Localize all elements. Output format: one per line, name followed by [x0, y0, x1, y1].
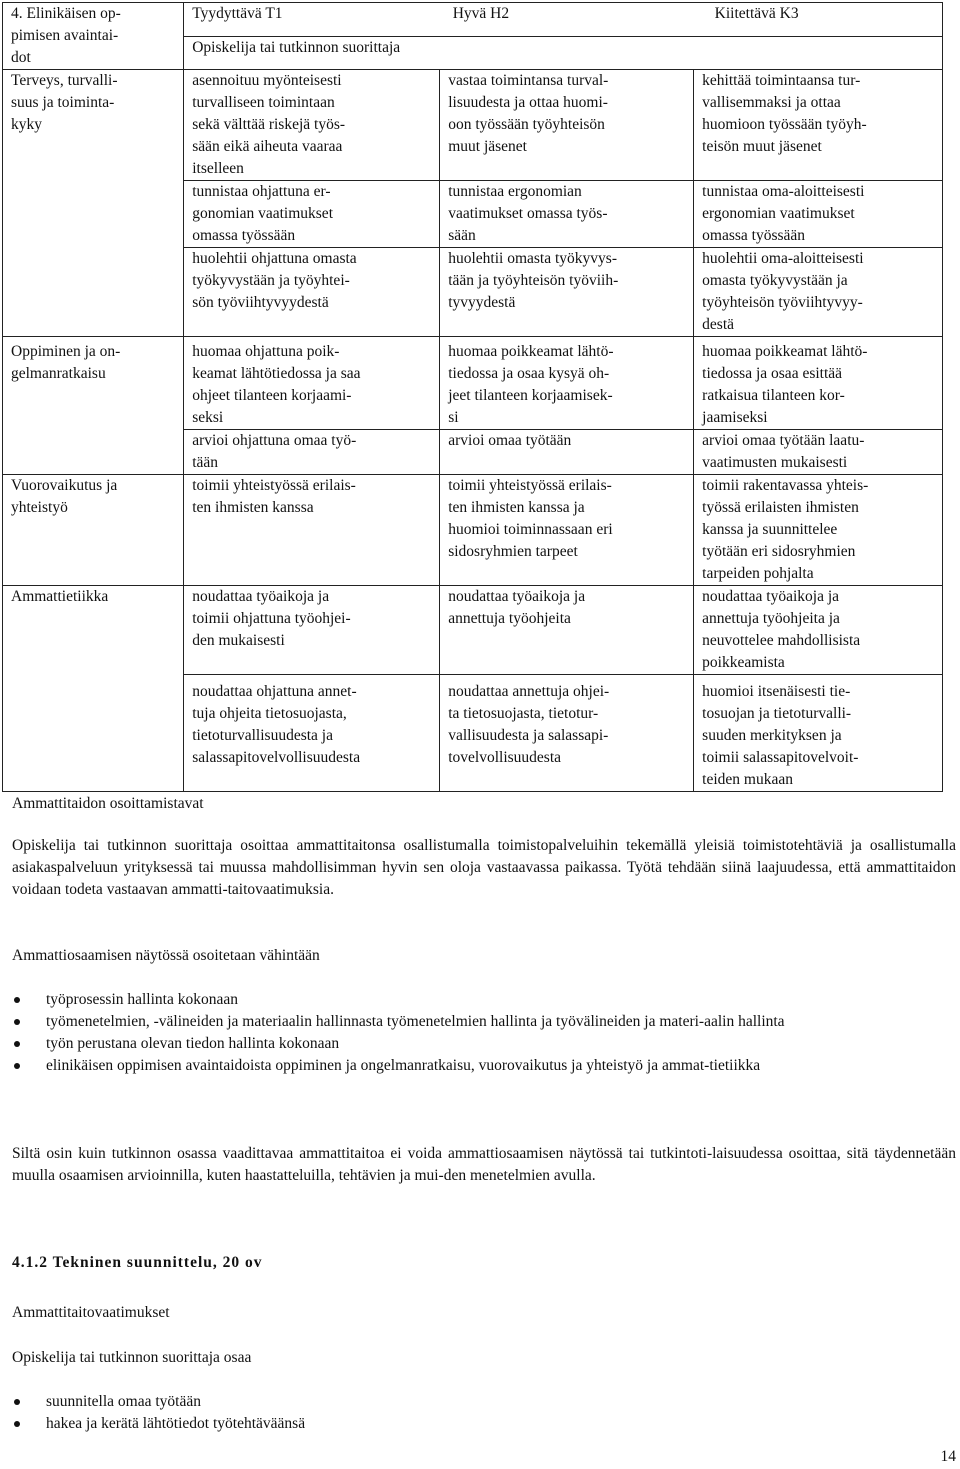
- requirements-list: [12, 1391, 956, 1435]
- criterion-text: toimii yhteistyössä erilais- ten ihmisten kanssa: [192, 477, 356, 516]
- criterion-text: huomaa poikkeamat lähtö- tiedossa ja osaa esittää ratkaisua tilanteen kor- jaamiseksi: [702, 343, 868, 426]
- criteria-cell-k3: [694, 430, 943, 475]
- assessment-criteria-table: [2, 2, 943, 792]
- criterion-text: noudattaa ohjattuna annet- tuja ohjeita tietosuojasta, tietoturvallisuudesta ja salassapitovelvollisuudesta: [192, 683, 361, 766]
- minimum-heading: Ammattiosaamisen näytössä osoitetaan vähintään: [12, 947, 320, 964]
- minimum-list: [12, 989, 956, 1077]
- table-title-line: pimisen avaintai-: [11, 27, 119, 44]
- criteria-cell-k3: [694, 475, 943, 586]
- criterion-text: huolehtii ohjattuna omasta työkyvystään ja työyhtei- sön työviihtyvyydestä: [192, 250, 357, 311]
- criteria-cell-h2: [440, 586, 694, 675]
- criteria-cell-h2: [440, 430, 694, 475]
- criterion-text: noudattaa työaikoja ja annettuja työohjeita: [448, 588, 586, 627]
- list-item: hakea ja kerätä lähtötiedot työtehtäväänsä: [12, 1413, 956, 1435]
- criteria-cell-k3: [694, 675, 943, 792]
- criteria-cell-t1: [184, 430, 440, 475]
- list-item: työprosessin hallinta kokonaan: [12, 989, 956, 1011]
- criterion-text: kehittää toimintaansa tur- vallisemmaksi ja ottaa huomioon työssään työyh- teisön muut jäsenet: [702, 72, 867, 155]
- criterion-text: noudattaa annettuja ohjei- ta tietosuojasta, tietotur- vallisuudesta ja salassapi- tovelvollisuudesta: [448, 683, 610, 766]
- demonstration-paragraph: Opiskelija tai tutkinnon suorittaja osoittaa ammattitaitonsa osallistumalla toimistopalveluihin tekemällä yleisiä toimistotehtäviä ja osallistumalla asiakaspalveluun yrityksessä tai muussa mahdollisimman hyvin sen oloja vastaavassa paikassa. Työtä tehdään siinä laajuudessa, että ammattitaidon voidaan todeta vastaavan ammatti-taitovaatimuksia.: [12, 837, 956, 898]
- criterion-text: tunnistaa ohjattuna er- gonomian vaatimukset omassa työssään: [192, 183, 333, 244]
- criteria-cell-t1: [184, 70, 440, 181]
- criteria-cell-k3: [694, 181, 943, 248]
- criterion-text: huolehtii oma-aloitteisesti omasta työkyvystään ja työyhteisön työviihtyvyy- destä: [702, 250, 864, 333]
- list-item: työmenetelmien, -välineiden ja materiaalin hallinnasta työmenetelmien hallinta ja työvälineiden ja materi-aalin hallinta: [12, 1011, 956, 1033]
- list-item: elinikäisen oppimisen avaintaidoista oppiminen ja ongelmanratkaisu, vuorovaikutus ja yhteistyö ja ammat-tietiikka: [12, 1055, 956, 1077]
- category-label: Oppiminen ja on- gelmanratkaisu: [11, 343, 121, 382]
- category-vuorovaikutus: [3, 475, 184, 586]
- criteria-cell-t1: [184, 248, 440, 337]
- category-terveys: [3, 70, 184, 337]
- category-oppiminen: [3, 337, 184, 475]
- criteria-cell-h2: [440, 248, 694, 337]
- criterion-text: arvioi ohjattuna omaa työ- tään: [192, 432, 357, 471]
- criteria-cell-t1: [184, 675, 440, 792]
- requirements-heading: Ammattitaitovaatimukset: [12, 1304, 170, 1321]
- criteria-cell-h2: [440, 475, 694, 586]
- level-header-h2: Hyvä H2: [440, 3, 694, 37]
- criterion-text: toimii rakentavassa yhteis- työssä erilaisten ihmisten kanssa ja suunnittelee työtään eri sidosryhmien tarpeiden pohjalta: [702, 477, 869, 582]
- criteria-cell-h2: [440, 181, 694, 248]
- criterion-text: arvioi omaa työtään laatu- vaatimusten mukaisesti: [702, 432, 865, 471]
- criteria-cell-t1: [184, 181, 440, 248]
- criterion-text: noudattaa työaikoja ja annettuja työohjeita ja neuvottelee mahdollisista poikkeamista: [702, 588, 861, 671]
- criterion-text: arvioi omaa työtään: [448, 432, 572, 449]
- criteria-cell-k3: [694, 248, 943, 337]
- criterion-text: noudattaa työaikoja ja toimii ohjattuna työohjei- den mukaisesti: [192, 588, 351, 649]
- list-item: suunnitella omaa työtään: [12, 1391, 956, 1413]
- criterion-text: huolehtii omasta työkyvys- tään ja työyhteisön työviih- tyvyydestä: [448, 250, 619, 311]
- criterion-text: tunnistaa ergonomian vaatimukset omassa työs- sään: [448, 183, 608, 244]
- table-title-line: dot: [11, 49, 31, 66]
- table-title-cell: [3, 3, 184, 70]
- category-label: Terveys, turvalli- suus ja toiminta- kyky: [11, 72, 118, 133]
- criteria-cell-h2: [440, 70, 694, 181]
- requirements-intro: Opiskelija tai tutkinnon suorittaja osaa: [12, 1349, 252, 1366]
- criteria-cell-h2: [440, 337, 694, 430]
- criterion-text: tunnistaa oma-aloitteisesti ergonomian vaatimukset omassa työssään: [702, 183, 865, 244]
- criterion-text: huomaa poikkeamat lähtö- tiedossa ja osaa kysyä oh- jeet tilanteen korjaamisek- si: [448, 343, 614, 426]
- criterion-text: toimii yhteistyössä erilais- ten ihmisten kanssa ja huomioi toiminnassaan eri sidosryhmien tarpeet: [448, 477, 613, 560]
- criterion-text: vastaa toimintansa turval- lisuudesta ja ottaa huomi- oon työssään työyhteisön muut jäsenet: [448, 72, 609, 155]
- section-heading: 4.1.2 Tekninen suunnittelu, 20 ov: [12, 1254, 263, 1271]
- criteria-cell-h2: [440, 675, 694, 792]
- level-header-k3: Kiitettävä K3: [694, 3, 943, 37]
- level-header-t1: Tyydyttävä T1: [184, 3, 440, 37]
- criterion-text: asennoituu myönteisesti turvalliseen toimintaan sekä välttää riskejä työs- sään eikä aiheuta vaaraa itselleen: [192, 72, 346, 177]
- criteria-cell-k3: [694, 337, 943, 430]
- closing-paragraph: Siltä osin kuin tutkinnon osassa vaadittavaa ammattitaitoa ei voida ammattiosaamisen näytössä tai tutkintoti-laisuudessa osoittaa, sitä täydennetään muulla osaamisen arvioinnilla, kuten haastatteluilla, tehtävien ja mui-den menetelmien avulla.: [12, 1145, 956, 1184]
- category-ammattietiikka: [3, 586, 184, 792]
- category-label: Ammattietiikka: [11, 588, 109, 605]
- table-title-line: 4. Elinikäisen op-: [11, 5, 121, 22]
- list-item: työn perustana olevan tiedon hallinta kokonaan: [12, 1033, 956, 1055]
- page-number: 14: [940, 1448, 956, 1465]
- criteria-cell-k3: [694, 586, 943, 675]
- demonstration-heading: Ammattitaidon osoittamistavat: [12, 795, 204, 812]
- criteria-cell-t1: [184, 475, 440, 586]
- category-label: Vuorovaikutus ja yhteistyö: [11, 477, 118, 516]
- criteria-cell-k3: [694, 70, 943, 181]
- criterion-text: huomioi itsenäisesti tie- tosuojan ja tietoturvalli- suuden merkityksen ja toimii salassapitovelvoit- teiden mukaan: [702, 683, 859, 788]
- criteria-cell-t1: [184, 337, 440, 430]
- criterion-text: huomaa ohjattuna poik- keamat lähtötiedossa ja saa ohjeet tilanteen korjaami- seksi: [192, 343, 361, 426]
- criteria-cell-t1: [184, 586, 440, 675]
- subject-subheader: Opiskelija tai tutkinnon suorittaja: [184, 36, 943, 70]
